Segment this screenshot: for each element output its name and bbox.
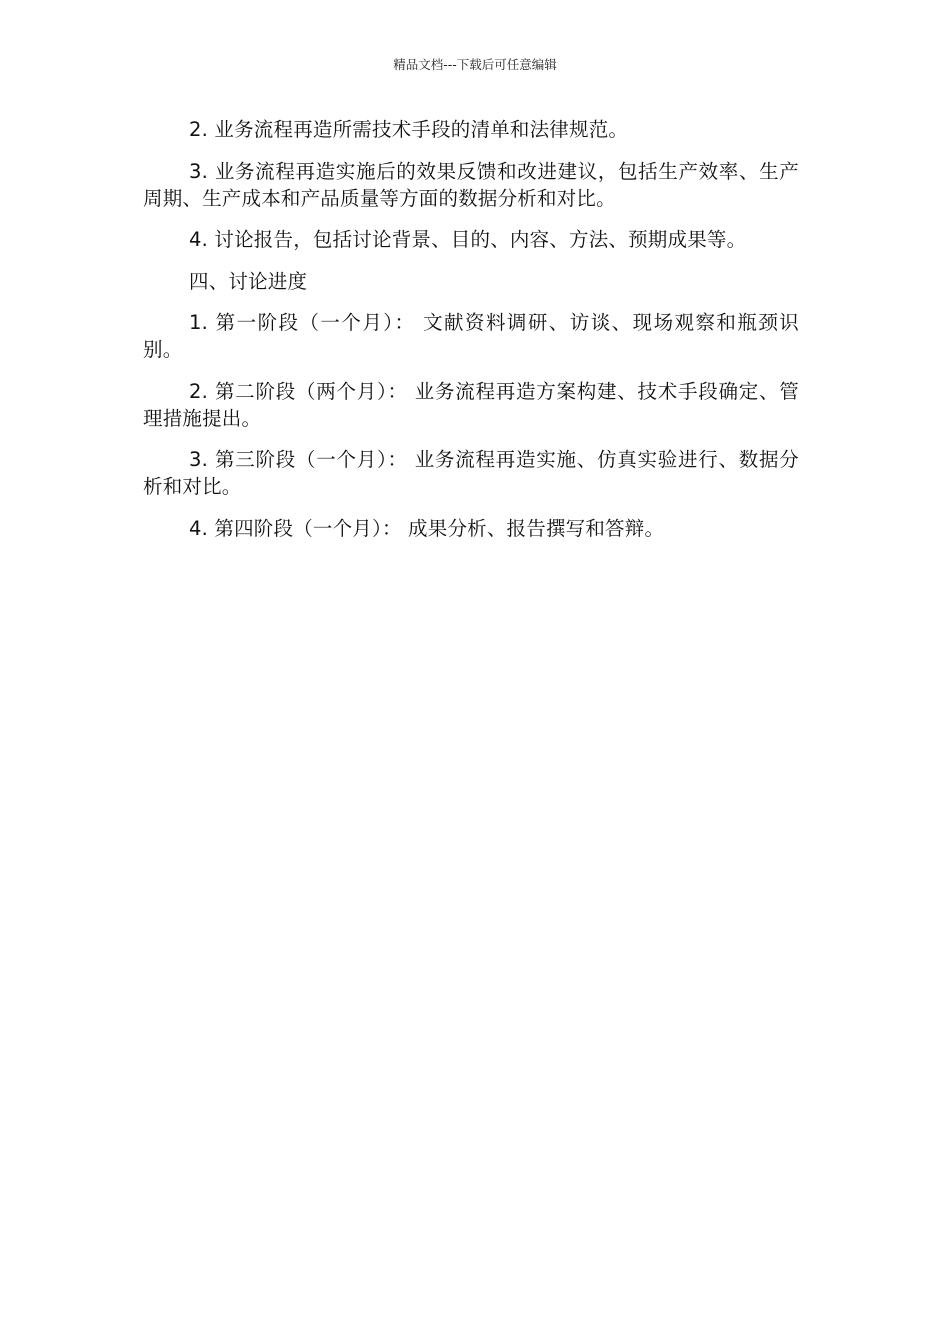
page-header: 精品文档---下载后可任意编辑 (393, 57, 557, 72)
paragraph-tech-means-list: 2. 业务流程再造所需技术手段的清单和法律规范。 (189, 118, 629, 141)
paragraph-stage-one: 1. 第一阶段（一个月）： 文献资料调研、访谈、现场观察和瓶颈识别。 (143, 311, 799, 361)
paragraph-stage-three: 3. 第三阶段（一个月）： 业务流程再造实施、仿真实验进行、数据分析和对比。 (143, 448, 799, 498)
paragraph-stage-two: 2. 第二阶段（两个月）： 业务流程再造方案构建、技术手段确定、管理措施提出。 (143, 379, 799, 430)
paragraph-report: 4. 讨论报告，包括讨论背景、目的、内容、方法、预期成果等。 (189, 228, 747, 251)
paragraph-stage-four: 4. 第四阶段（一个月）： 成果分析、报告撰写和答辩。 (189, 516, 665, 540)
document-body (143, 116, 799, 556)
section-heading-progress: 四、讨论进度 (189, 269, 308, 293)
paragraph-feedback-suggestions: 3. 业务流程再造实施后的效果反馈和改进建议，包括生产效率、生产周期、生产成本和产品质量等方面的数据分析和对比。 (143, 159, 799, 210)
